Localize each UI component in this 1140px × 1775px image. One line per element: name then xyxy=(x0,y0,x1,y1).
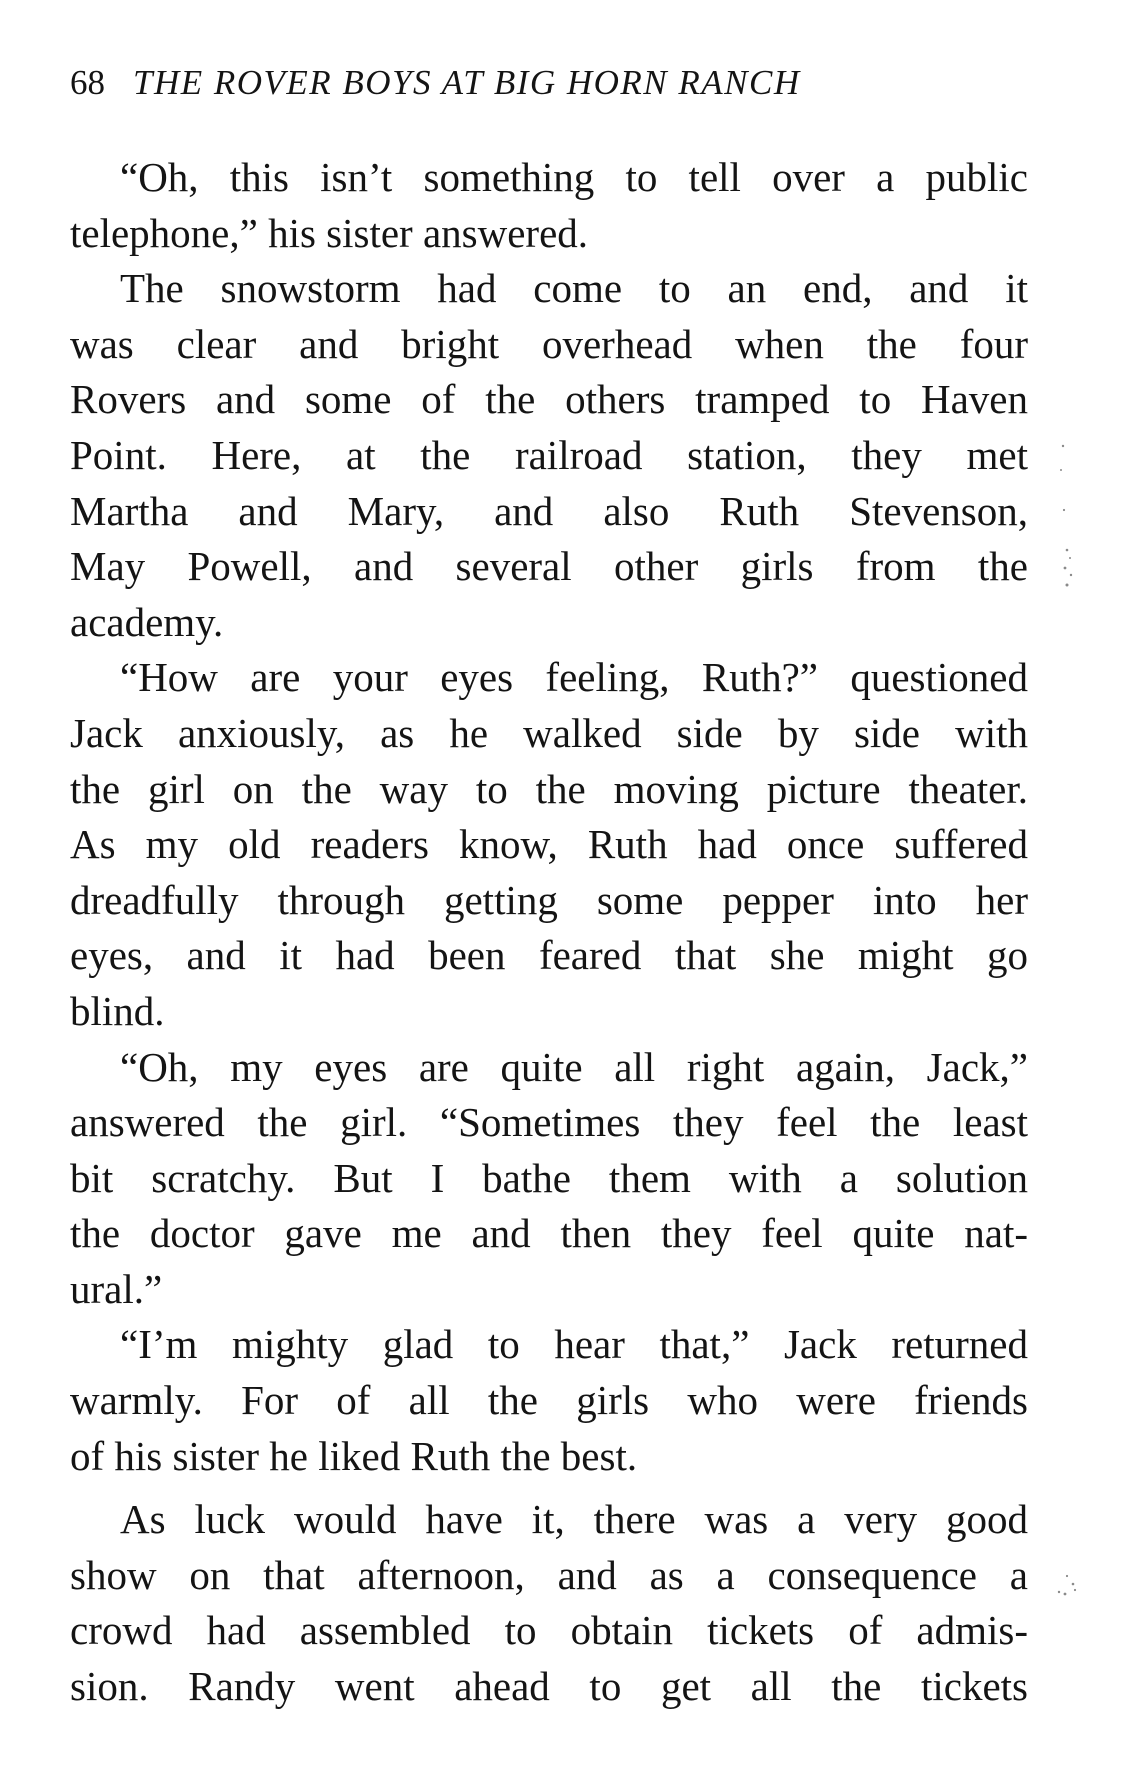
text-line: As luck would have it, there was a very good xyxy=(120,1496,1028,1543)
paragraph-5 xyxy=(70,1317,1028,1484)
text-line: ural.” xyxy=(70,1265,163,1312)
text-line: bit scratchy. But I bathe them with a solution xyxy=(70,1154,1028,1201)
text-line: answered the girl. “Sometimes they feel the least xyxy=(70,1099,1028,1146)
text-line: blind. xyxy=(70,987,165,1034)
text-line: academy. xyxy=(70,598,224,645)
paragraph-4 xyxy=(70,1040,1028,1318)
text-line: of his sister he liked Ruth the best. xyxy=(70,1432,638,1479)
text-line: was clear and bright overhead when the four xyxy=(70,320,1028,367)
text-line: The snowstorm had come to an end, and it xyxy=(120,265,1028,312)
paragraph-2 xyxy=(70,261,1028,650)
text-line: Point. Here, at the railroad station, they met xyxy=(70,431,1028,478)
text-line: May Powell, and several other girls from the xyxy=(70,543,1028,590)
text-line: Rovers and some of the others tramped to Haven xyxy=(70,376,1028,423)
text-line: crowd had assembled to obtain tickets of admis- xyxy=(70,1607,1028,1654)
text-line: Martha and Mary, and also Ruth Stevenson, xyxy=(70,487,1028,534)
text-line: dreadfully through getting some pepper into her xyxy=(70,876,1028,923)
text-line: Jack anxiously, as he walked side by side with xyxy=(70,709,1028,756)
text-line: the doctor gave me and then they feel quite nat- xyxy=(70,1210,1028,1257)
text-line: show on that afternoon, and as a consequence a xyxy=(70,1551,1028,1598)
text-line: As my old readers know, Ruth had once suffered xyxy=(70,821,1028,868)
scan-specks-lower xyxy=(1045,1570,1085,1610)
running-head xyxy=(70,58,1030,108)
book-title: THE ROVER BOYS AT BIG HORN RANCH xyxy=(133,63,801,102)
text-line: “How are your eyes feeling, Ruth?” questioned xyxy=(120,654,1028,701)
paragraph-3 xyxy=(70,650,1028,1039)
paragraph-6 xyxy=(70,1492,1028,1714)
paragraph-1 xyxy=(70,150,1028,261)
text-line: telephone,” his sister answered. xyxy=(70,209,589,256)
text-line: “I’m mighty glad to hear that,” Jack returned xyxy=(120,1321,1028,1368)
text-line: “Oh, this isn’t something to tell over a public xyxy=(120,154,1028,200)
text-line: sion. Randy went ahead to get all the tickets xyxy=(70,1663,1028,1710)
text-line: eyes, and it had been feared that she might go xyxy=(70,932,1028,979)
text-line: the girl on the way to the moving picture theater. xyxy=(70,765,1028,812)
text-line: warmly. For of all the girls who were friends xyxy=(70,1377,1028,1424)
scan-specks-upper xyxy=(1055,440,1085,600)
page-number: 68 xyxy=(70,63,105,102)
body-text xyxy=(70,150,1028,1715)
text-line: “Oh, my eyes are quite all right again, Jack,” xyxy=(120,1043,1028,1090)
